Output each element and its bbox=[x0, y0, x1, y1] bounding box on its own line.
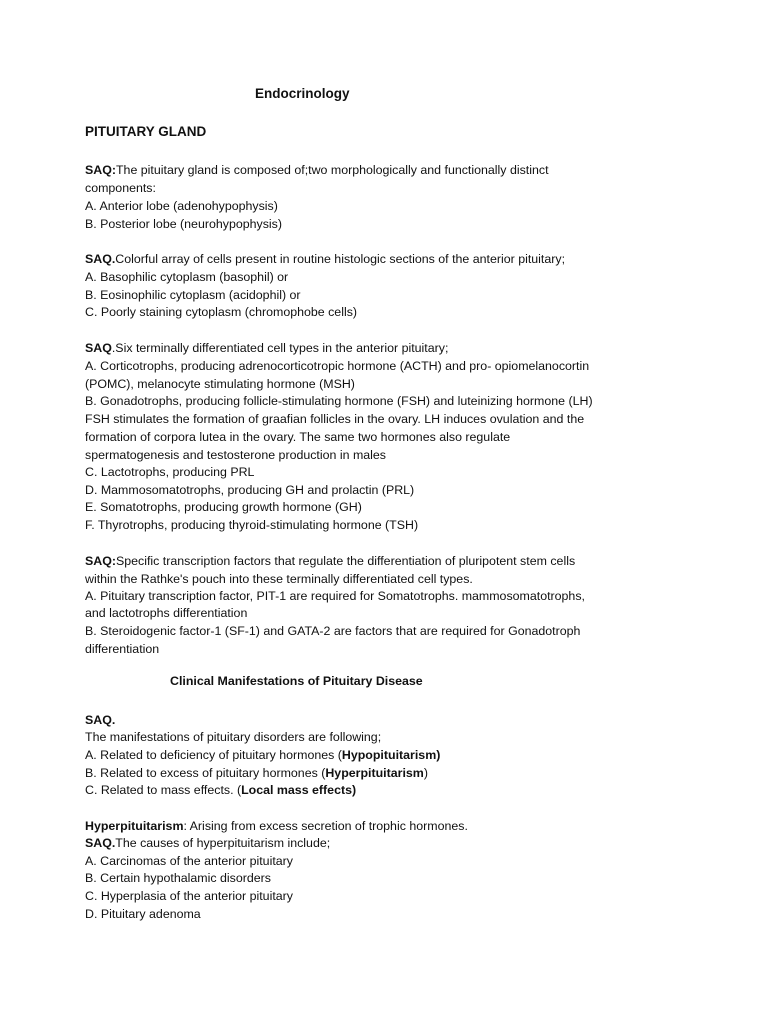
paragraph-line: formation of corpora lutea in the ovary. The same two hormones also regulate bbox=[85, 430, 511, 444]
list-item: A. Carcinomas of the anterior pituitary bbox=[85, 854, 293, 868]
term-label: Hyperpituitarism bbox=[85, 819, 184, 833]
paragraph-line: and lactotrophs differentiation bbox=[85, 606, 248, 620]
list-item: F. Thyrotrophs, producing thyroid-stimulating hormone (TSH) bbox=[85, 518, 419, 532]
list-item: B. Steroidogenic factor-1 (SF-1) and GATA-2 are factors that are required for Gonadotroph bbox=[85, 624, 581, 638]
paragraph-line: SAQ:The pituitary gland is composed of;two morphologically and functionally distinct bbox=[85, 163, 549, 177]
paragraph-line: FSH stimulates the formation of graafian follicles in the ovary. LH induces ovulation and the bbox=[85, 412, 585, 426]
paragraph-line: SAQ.Colorful array of cells present in routine histologic sections of the anterior pituitary; bbox=[85, 252, 566, 266]
saq-label: SAQ bbox=[85, 341, 112, 355]
paragraph-line: within the Rathke's pouch into these terminally differentiated cell types. bbox=[85, 572, 473, 586]
list-item: A. Basophilic cytoplasm (basophil) or bbox=[85, 270, 289, 284]
list-item: A. Anterior lobe (adenohypophysis) bbox=[85, 199, 278, 213]
list-item: A. Related to deficiency of pituitary hormones (Hypopituitarism) bbox=[85, 748, 441, 762]
paragraph-line: spermatogenesis and testosterone production in males bbox=[85, 448, 386, 462]
list-item: D. Mammosomatotrophs, producing GH and prolactin (PRL) bbox=[85, 483, 415, 497]
list-item: C. Hyperplasia of the anterior pituitary bbox=[85, 889, 293, 903]
saq-label: SAQ. bbox=[85, 836, 116, 850]
list-item: D. Pituitary adenoma bbox=[85, 907, 201, 921]
paragraph-line: SAQ.The causes of hyperpituitarism include; bbox=[85, 836, 331, 850]
list-item: C. Related to mass effects. (Local mass effects) bbox=[85, 783, 357, 797]
list-item: C. Lactotrophs, producing PRL bbox=[85, 465, 255, 479]
paragraph-line: components: bbox=[85, 181, 156, 195]
paragraph-line: (POMC), melanocyte stimulating hormone (MSH) bbox=[85, 377, 355, 391]
saq-label: SAQ. bbox=[85, 252, 116, 266]
list-item: C. Poorly staining cytoplasm (chromophobe cells) bbox=[85, 305, 358, 319]
subsection-heading: Clinical Manifestations of Pituitary Disease bbox=[170, 674, 423, 688]
section-heading: PITUITARY GLAND bbox=[85, 124, 207, 139]
saq-label: SAQ. bbox=[85, 713, 116, 727]
document-title: Endocrinology bbox=[255, 86, 350, 101]
list-item: A. Corticotrophs, producing adrenocorticotropic hormone (ACTH) and pro- opiomelanocortin bbox=[85, 359, 590, 373]
list-item: B. Gonadotrophs, producing follicle-stimulating hormone (FSH) and luteinizing hormone (LH) bbox=[85, 394, 593, 408]
list-item: B. Posterior lobe (neurohypophysis) bbox=[85, 217, 282, 231]
paragraph-line: The manifestations of pituitary disorders are following; bbox=[85, 730, 382, 744]
list-item: E. Somatotrophs, producing growth hormone (GH) bbox=[85, 500, 362, 514]
paragraph-line: differentiation bbox=[85, 642, 160, 656]
saq-label: SAQ: bbox=[85, 554, 116, 568]
paragraph-line: SAQ.Six terminally differentiated cell types in the anterior pituitary; bbox=[85, 341, 449, 355]
saq-label: SAQ: bbox=[85, 163, 116, 177]
list-item: B. Related to excess of pituitary hormones (Hyperpituitarism) bbox=[85, 766, 428, 780]
paragraph-line: Hyperpituitarism: Arising from excess secretion of trophic hormones. bbox=[85, 819, 468, 833]
list-item: B. Certain hypothalamic disorders bbox=[85, 871, 271, 885]
paragraph-line: SAQ:Specific transcription factors that regulate the differentiation of pluripotent stem cells bbox=[85, 554, 576, 568]
list-item: A. Pituitary transcription factor, PIT-1 are required for Somatotrophs. mammosomatotrophs, bbox=[85, 589, 585, 603]
list-item: B. Eosinophilic cytoplasm (acidophil) or bbox=[85, 288, 301, 302]
